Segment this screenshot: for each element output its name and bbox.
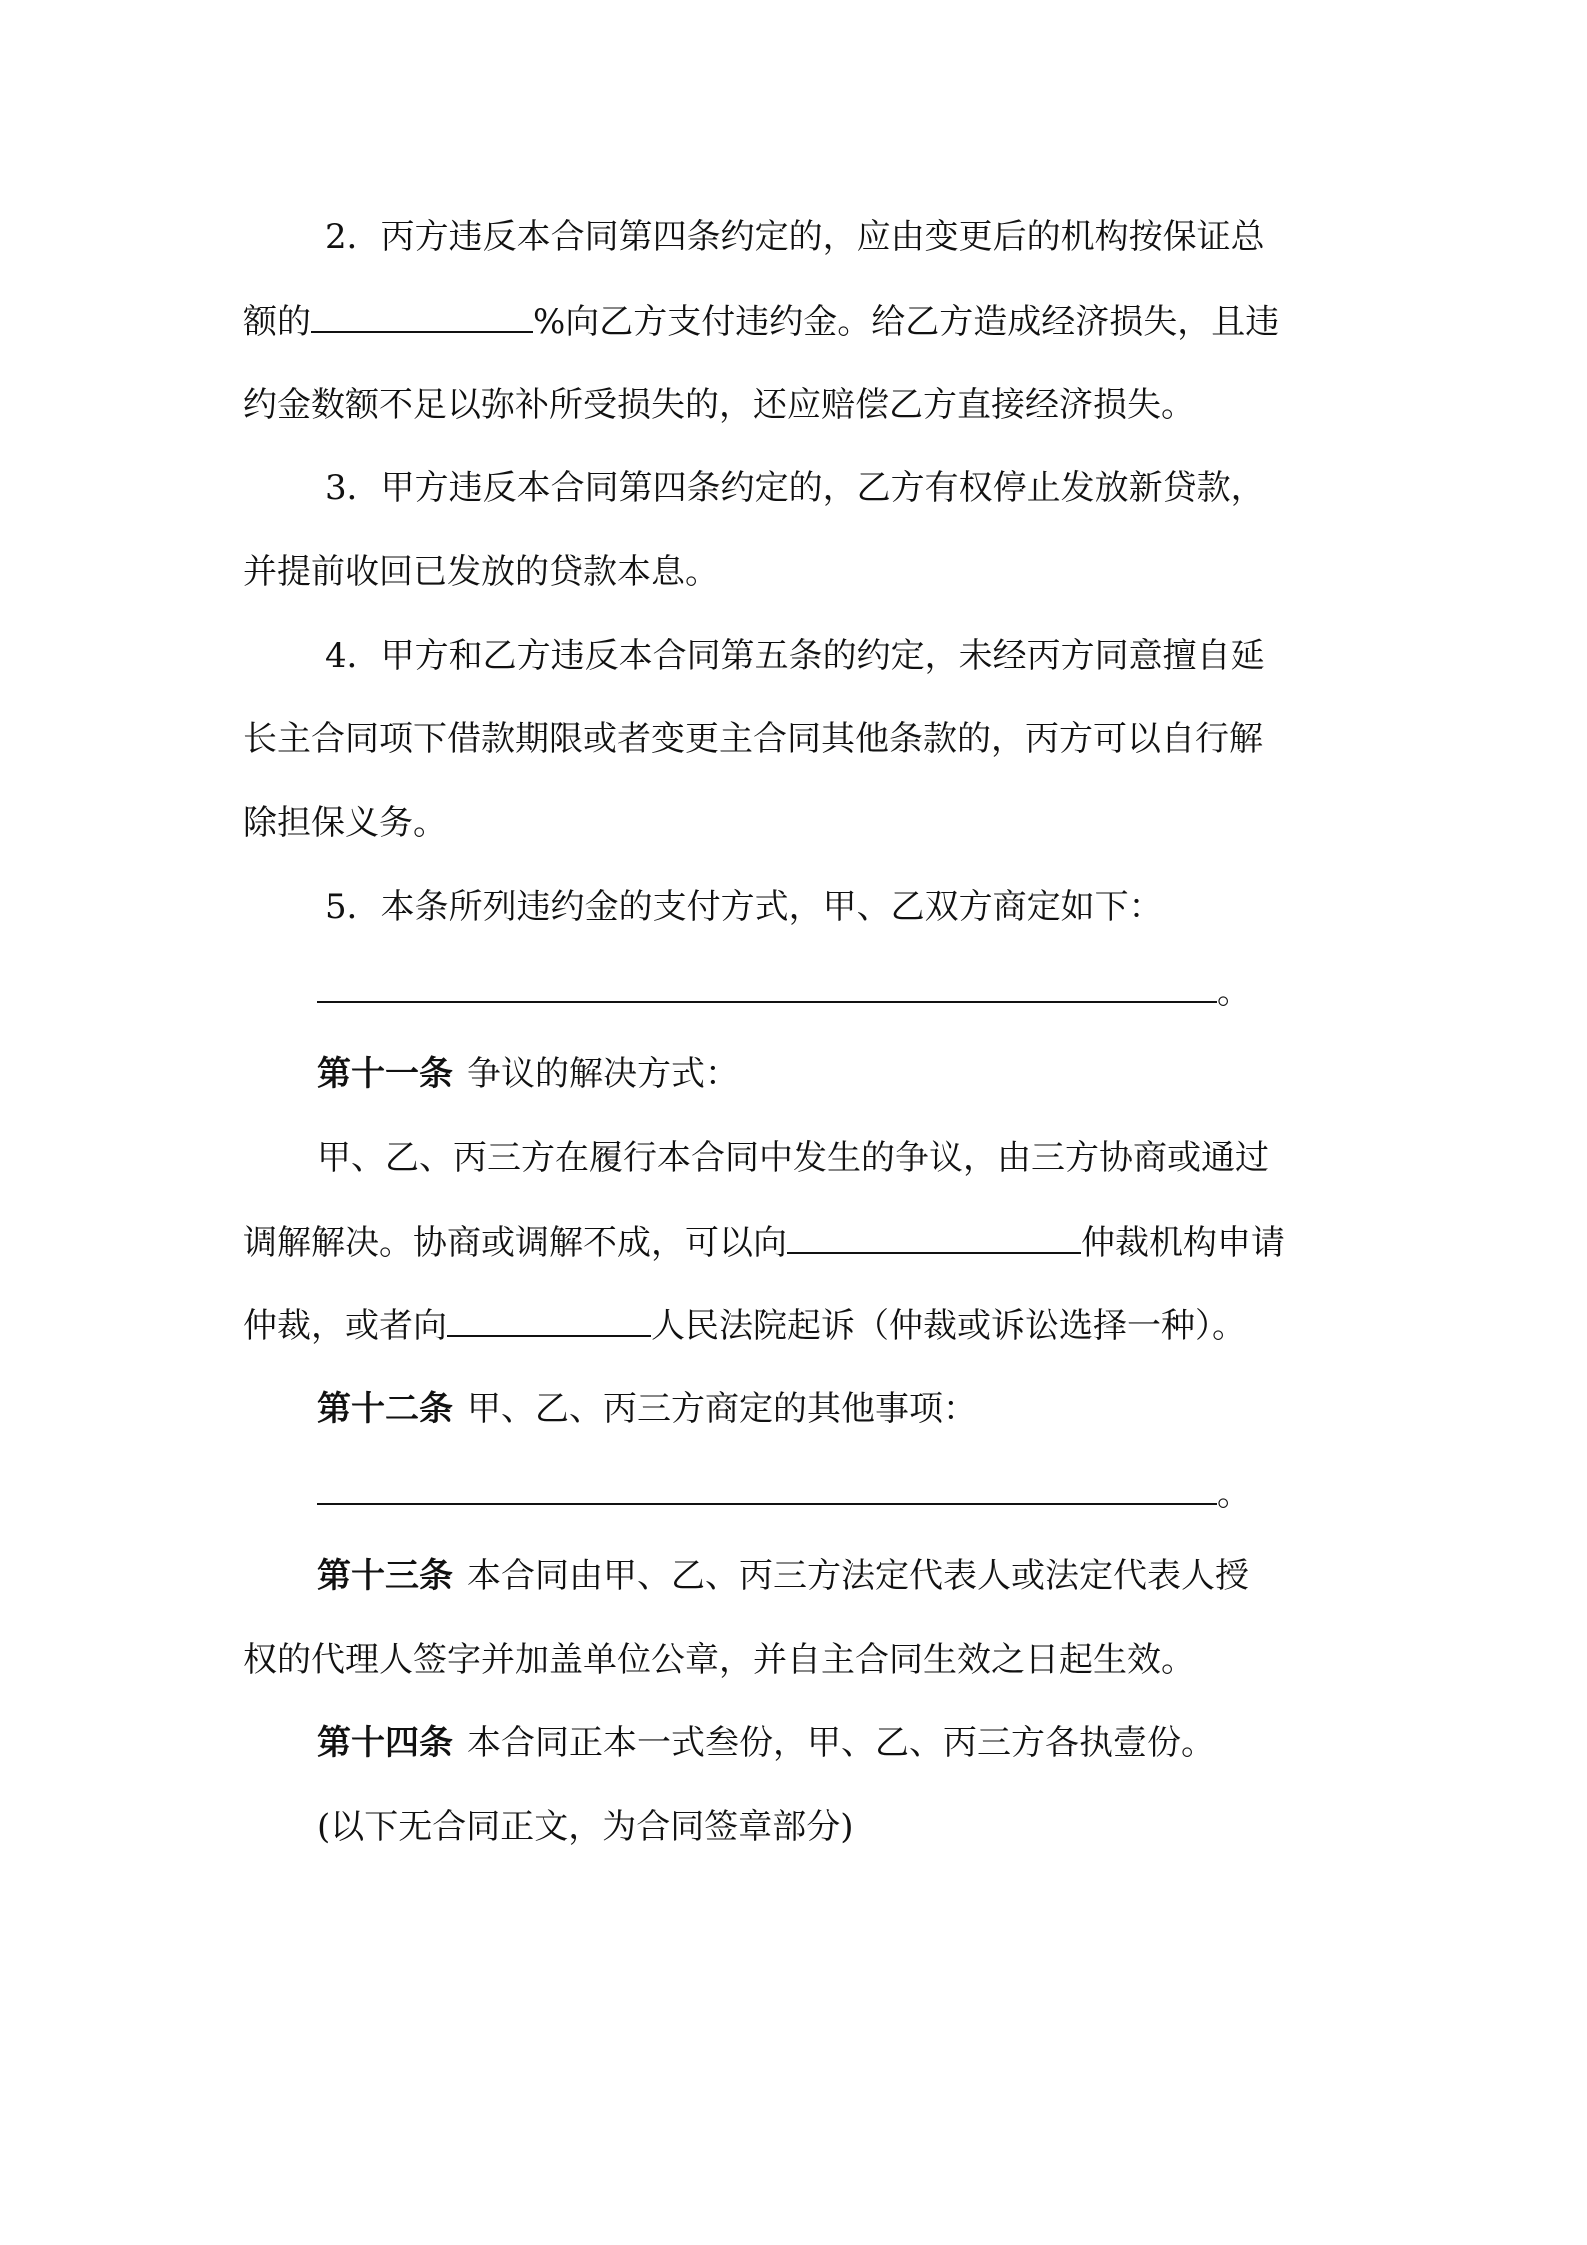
- clause11-heading: [317, 1054, 739, 1094]
- clause13-line2: 权的代理人签字并加盖单位公章，并自主合同生效之日起生效。: [243, 1640, 1195, 1680]
- clause14-number: 第十四条: [317, 1723, 453, 1763]
- clause10-item4-line3: 除担保义务。: [243, 803, 447, 843]
- clause12-heading: [317, 1389, 977, 1429]
- arbitration-body-blank[interactable]: [787, 1222, 1081, 1254]
- text-segment: 。: [1217, 1474, 1251, 1514]
- text-segment: 本合同由甲、乙、丙三方法定代表人或法定代表人授: [467, 1556, 1249, 1596]
- text-segment: 仲裁，或者向: [243, 1306, 447, 1346]
- footer-note: (以下无合同正文，为合同签章部分): [317, 1807, 854, 1847]
- text-segment: 额的: [243, 302, 311, 342]
- clause13-line1: [317, 1556, 1249, 1596]
- text-segment: 。: [1217, 972, 1251, 1012]
- text-segment: %向乙方支付违约金。给乙方造成经济损失，且违: [533, 302, 1280, 342]
- court-blank[interactable]: [447, 1305, 651, 1337]
- clause10-item4-line2: 长主合同项下借款期限或者变更主合同其他条款的，丙方可以自行解: [243, 719, 1263, 759]
- clause10-item4-line1: 4．甲方和乙方违反本合同第五条的约定，未经丙方同意擅自延: [325, 636, 1265, 676]
- text-segment: 调解解决。协商或调解不成，可以向: [243, 1223, 787, 1263]
- clause11-line1: 甲、乙、丙三方在履行本合同中发生的争议，由三方协商或通过: [317, 1138, 1269, 1178]
- clause10-item2-line1: 2．丙方违反本合同第四条约定的，应由变更后的机构按保证总: [325, 217, 1265, 257]
- other-matters-blank[interactable]: [317, 1473, 1217, 1505]
- penalty-percent-blank[interactable]: [311, 301, 533, 333]
- clause11-title: 争议的解决方式：: [467, 1054, 739, 1094]
- clause10-item2-line2: [243, 301, 1279, 342]
- clause11-line3: [243, 1305, 1246, 1346]
- clause10-item3-line1: 3．甲方违反本合同第四条约定的，乙方有权停止发放新贷款，: [325, 468, 1265, 508]
- clause10-item5-blank-line: [317, 971, 1251, 1012]
- clause11-line2: [243, 1222, 1285, 1263]
- text-segment: 仲裁机构申请: [1081, 1223, 1285, 1263]
- clause11-number: 第十一条: [317, 1054, 453, 1094]
- clause12-title: 甲、乙、丙三方商定的其他事项：: [467, 1389, 977, 1429]
- payment-method-blank[interactable]: [317, 971, 1217, 1003]
- clause12-blank-line: [317, 1473, 1251, 1514]
- clause10-item3-line2: 并提前收回已发放的贷款本息。: [243, 552, 719, 592]
- clause14-line: [317, 1723, 1215, 1763]
- text-segment: 人民法院起诉（仲裁或诉讼选择一种）。: [651, 1306, 1246, 1346]
- clause13-number: 第十三条: [317, 1556, 453, 1596]
- clause10-item2-line3: 约金数额不足以弥补所受损失的，还应赔偿乙方直接经济损失。: [243, 385, 1195, 425]
- clause10-item5-line1: 5．本条所列违约金的支付方式，甲、乙双方商定如下：: [325, 887, 1163, 927]
- clause12-number: 第十二条: [317, 1389, 453, 1429]
- text-segment: 本合同正本一式叁份，甲、乙、丙三方各执壹份。: [467, 1723, 1215, 1763]
